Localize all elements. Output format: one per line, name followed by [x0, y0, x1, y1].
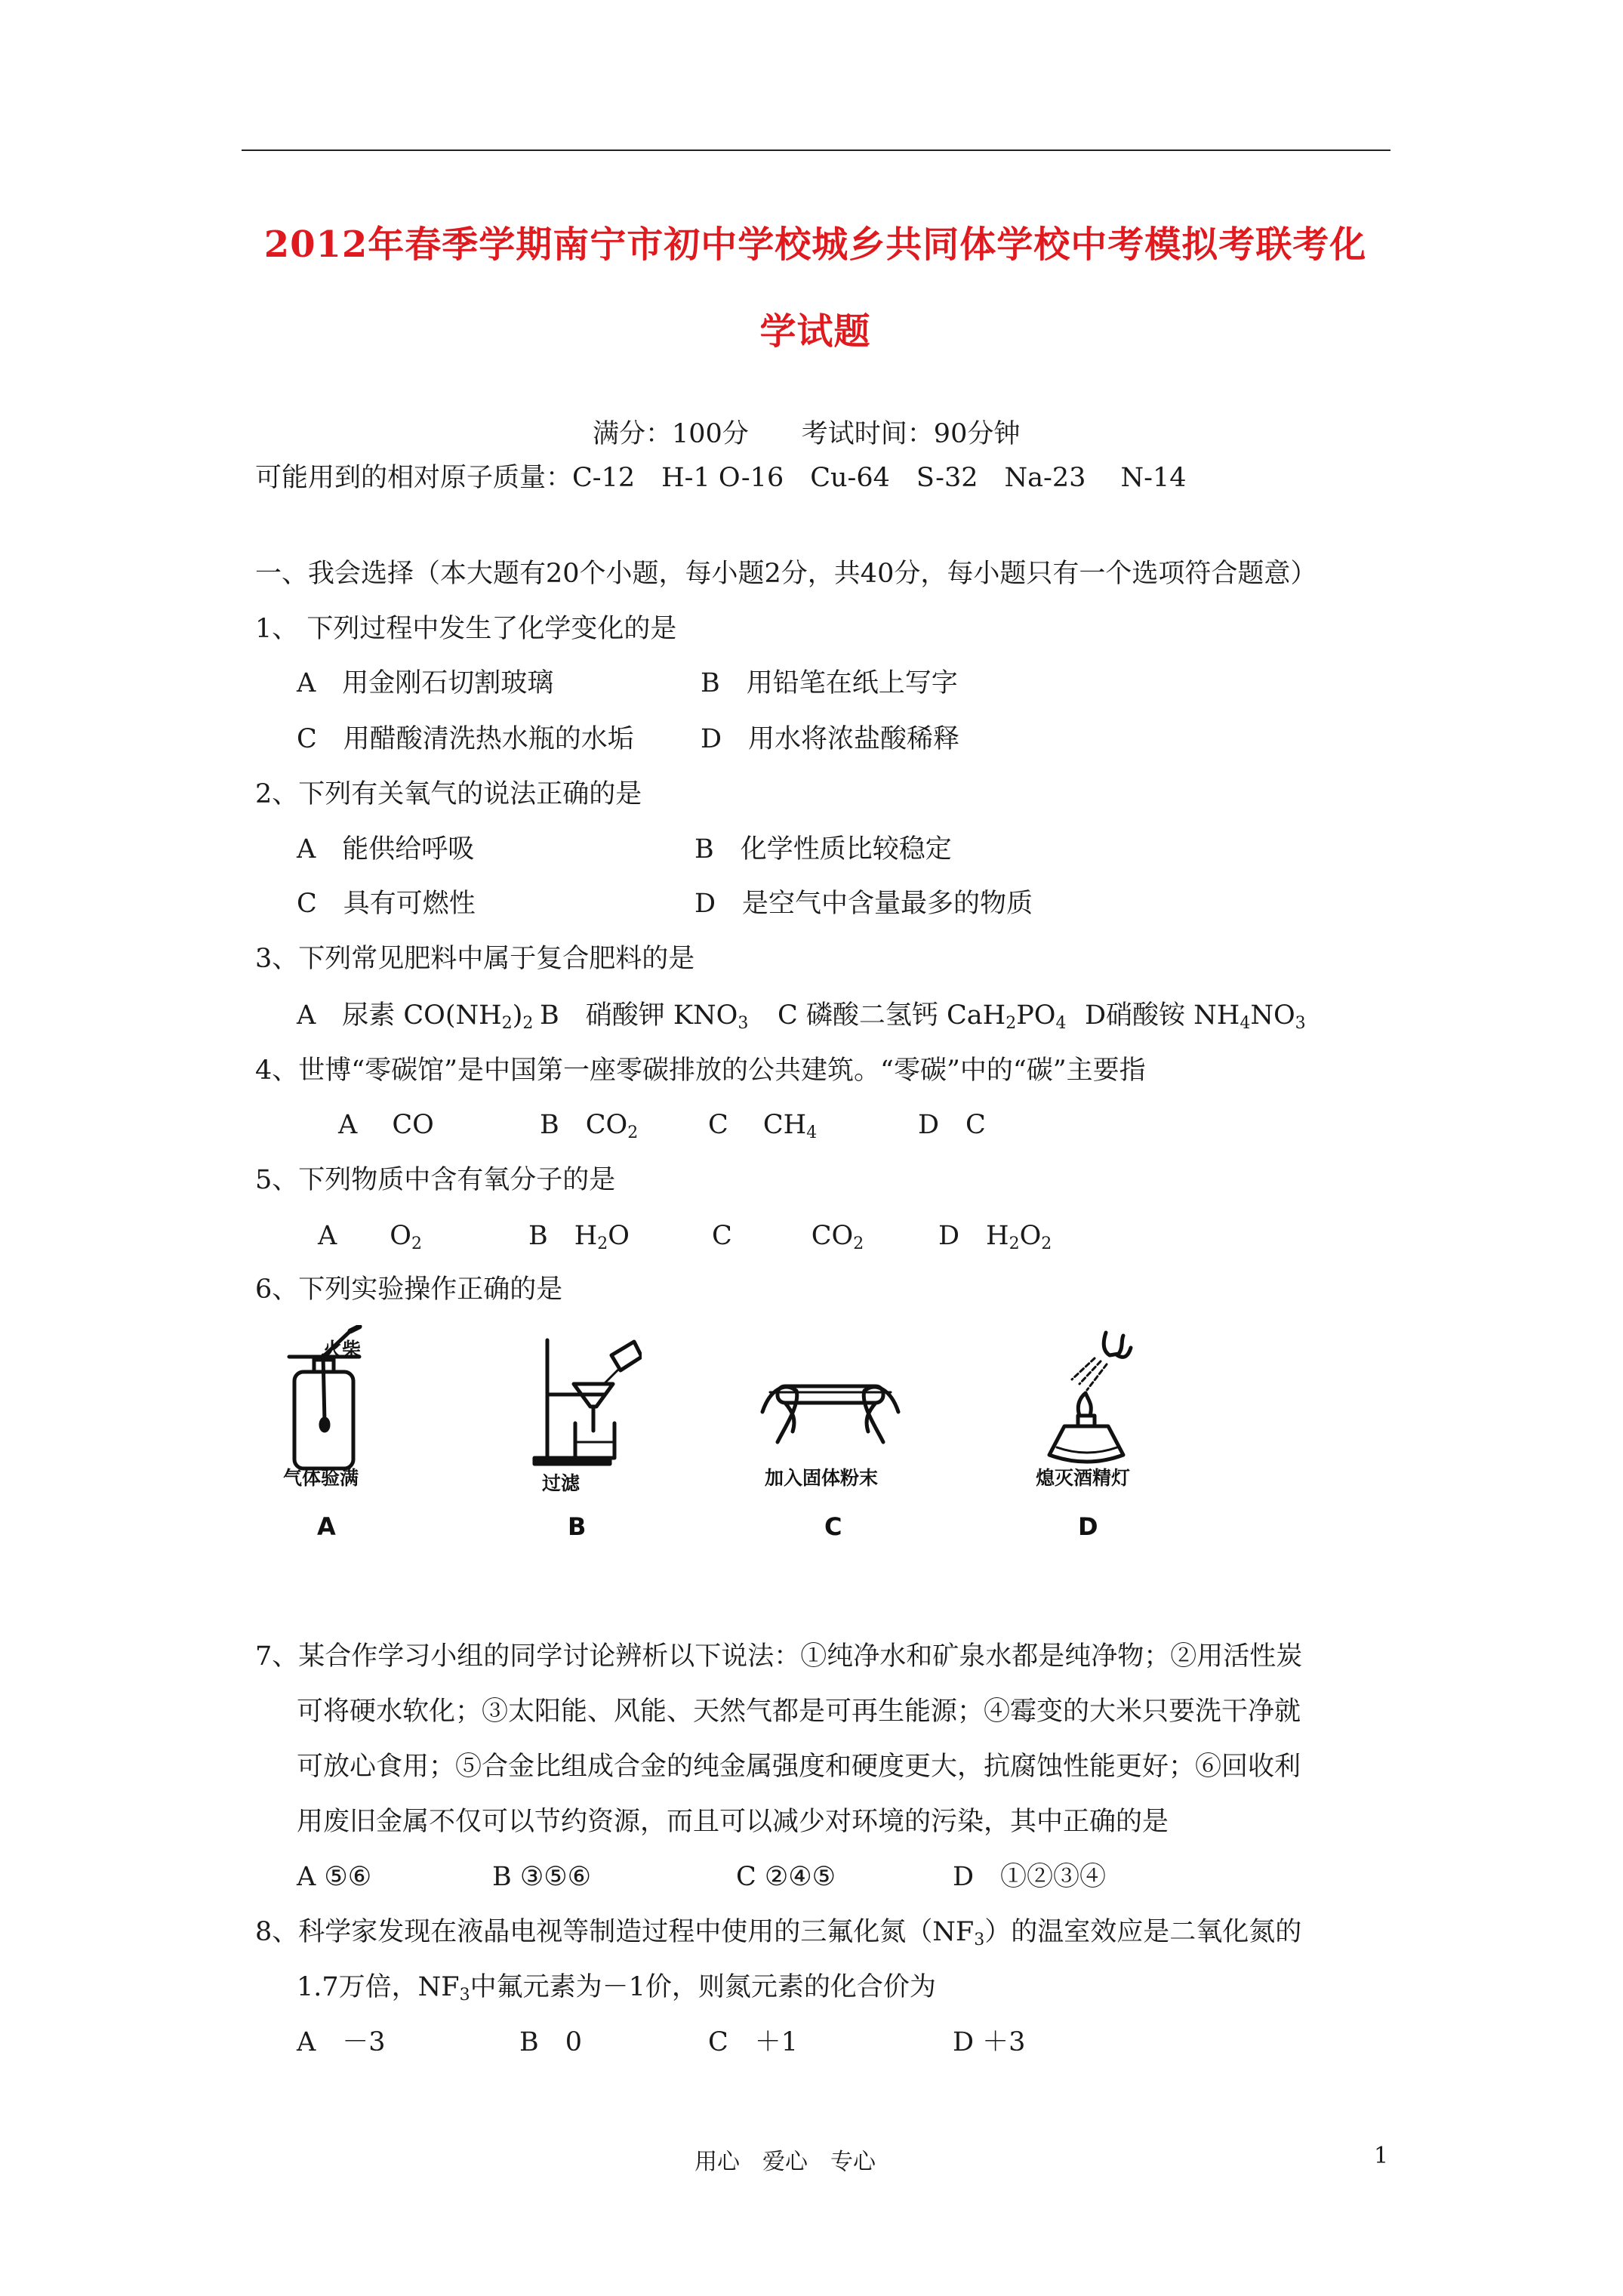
question-3-option-d: D硝酸铵 $NH_4NO_3$ — [1085, 1000, 1306, 1033]
question-1-option-d: D 用水将浓盐酸稀释 — [701, 724, 960, 754]
figure-d-letter: D — [1078, 1512, 1098, 1541]
question-7-option-c: C ②④⑤ — [736, 1862, 836, 1892]
header-rule — [242, 149, 1390, 151]
question-5-option-b: B $H_2O$ — [528, 1221, 630, 1253]
page-number: 1 — [1374, 2143, 1389, 2169]
question-6-stem: 6、下列实验操作正确的是 — [255, 1274, 563, 1305]
figure-b-caption: 过滤 — [542, 1472, 581, 1494]
question-1-option-a: A 用金刚石切割玻璃 — [297, 668, 554, 698]
question-3-option-c: C 磷酸二氢钙 $CaH_2PO_4$ — [778, 1000, 1067, 1033]
question-7-option-d: D ①②③④ — [953, 1862, 1107, 1892]
question-4-stem: 4、世博“零碳馆”是中国第一座零碳排放的公共建筑。“零碳”中的“碳”主要指 — [255, 1056, 1146, 1086]
figure-d-caption: 熄灭酒精灯 — [1036, 1467, 1131, 1489]
question-5-option-a: A $O_2$ — [318, 1221, 422, 1253]
question-4-option-c: C $CH_4$ — [708, 1110, 818, 1142]
question-5-option-c: C $CO_2$ — [712, 1221, 864, 1253]
question-7-line-2: 可将硬水软化；③太阳能、风能、天然气都是可再生能源；④霉变的大米只要洗干净就 — [297, 1697, 1301, 1727]
exam-title-line1: 2012年春季学期南宁市初中学校城乡共同体学校中考模拟考联考化 — [263, 223, 1367, 266]
question-4-option-a: A CO — [338, 1110, 434, 1140]
adding-solid-powder-figure — [755, 1359, 906, 1450]
question-7-line-4: 用废旧金属不仅可以节约资源，而且可以减少对环境的污染，其中正确的是 — [297, 1807, 1169, 1837]
question-3-stem: 3、下列常见肥料中属于复合肥料的是 — [255, 944, 695, 974]
question-8-line-2: 1.7万倍，$NF_3$中氟元素为－1价，则氮元素的化合价为 — [297, 1972, 936, 2005]
question-8-option-a: A －3 — [297, 2027, 386, 2057]
extinguish-alcohol-lamp-figure — [1034, 1325, 1155, 1469]
question-7-option-a: A ⑤⑥ — [297, 1862, 372, 1892]
question-7-option-b: B ③⑤⑥ — [492, 1862, 591, 1892]
question-2-option-d: D 是空气中含量最多的物质 — [694, 889, 1033, 919]
question-8-option-c: C ＋1 — [708, 2027, 799, 2057]
question-4-option-d: D C — [918, 1110, 986, 1140]
question-3-option-a: A 尿素 $CO(NH_2)_2$ — [297, 1000, 534, 1033]
question-2-stem: 2、下列有关氧气的说法正确的是 — [255, 779, 642, 809]
section-heading: 一、我会选择（本大题有20个小题，每小题2分，共40分，每小题只有一个选项符合题意） — [255, 559, 1317, 589]
match-label: 火柴 — [323, 1339, 362, 1361]
question-2-option-b: B 化学性质比较稳定 — [694, 834, 952, 864]
question-8-option-d: D ＋3 — [953, 2027, 1026, 2057]
question-3-option-b: B 硝酸钾 $KNO_3$ — [540, 1000, 749, 1033]
question-8-line-1: 8、科学家发现在液晶电视等制造过程中使用的三氟化氮$(NF_3)$的温室效应是二氧化氮的 — [255, 1917, 1302, 1949]
exam-title-line2: 学试题 — [759, 310, 871, 353]
question-1-option-b: B 用铅笔在纸上写字 — [701, 668, 958, 698]
figure-a-caption: 气体验满 — [283, 1467, 359, 1489]
footer-motto: 用心 爱心 专心 — [694, 2149, 876, 2175]
question-5-stem: 5、下列物质中含有氧分子的是 — [255, 1165, 616, 1195]
question-8-option-b: B 0 — [519, 2027, 582, 2057]
filtration-figure — [521, 1325, 642, 1469]
atomic-masses: 可能用到的相对原子质量：C-12 H-1 O-16 Cu-64 S-32 Na-23 N-14 — [255, 463, 1187, 493]
figure-a-letter: A — [317, 1512, 336, 1541]
question-7-line-1: 7、某合作学习小组的同学讨论辨析以下说法：①纯净水和矿泉水都是纯净物；②用活性炭 — [255, 1641, 1303, 1672]
question-1-stem: 1、 下列过程中发生了化学变化的是 — [255, 614, 677, 644]
question-2-option-a: A 能供给呼吸 — [297, 834, 475, 864]
question-1-option-c: C 用醋酸清洗热水瓶的水垢 — [297, 724, 634, 754]
question-7-line-3: 可放心食用；⑤合金比组成合金的纯金属强度和硬度更大，抗腐蚀性能更好；⑥回收利 — [297, 1752, 1301, 1782]
figure-b-letter: B — [568, 1512, 587, 1541]
question-4-option-b: B $CO_2$ — [540, 1110, 639, 1142]
figure-c-caption: 加入固体粉末 — [765, 1467, 879, 1489]
figure-c-letter: C — [824, 1512, 842, 1541]
question-2-option-c: C 具有可燃性 — [297, 889, 476, 919]
question-5-option-d: D $H_2O_2$ — [938, 1221, 1052, 1253]
score-time: 满分：100分 考试时间：90分钟 — [593, 419, 1021, 449]
